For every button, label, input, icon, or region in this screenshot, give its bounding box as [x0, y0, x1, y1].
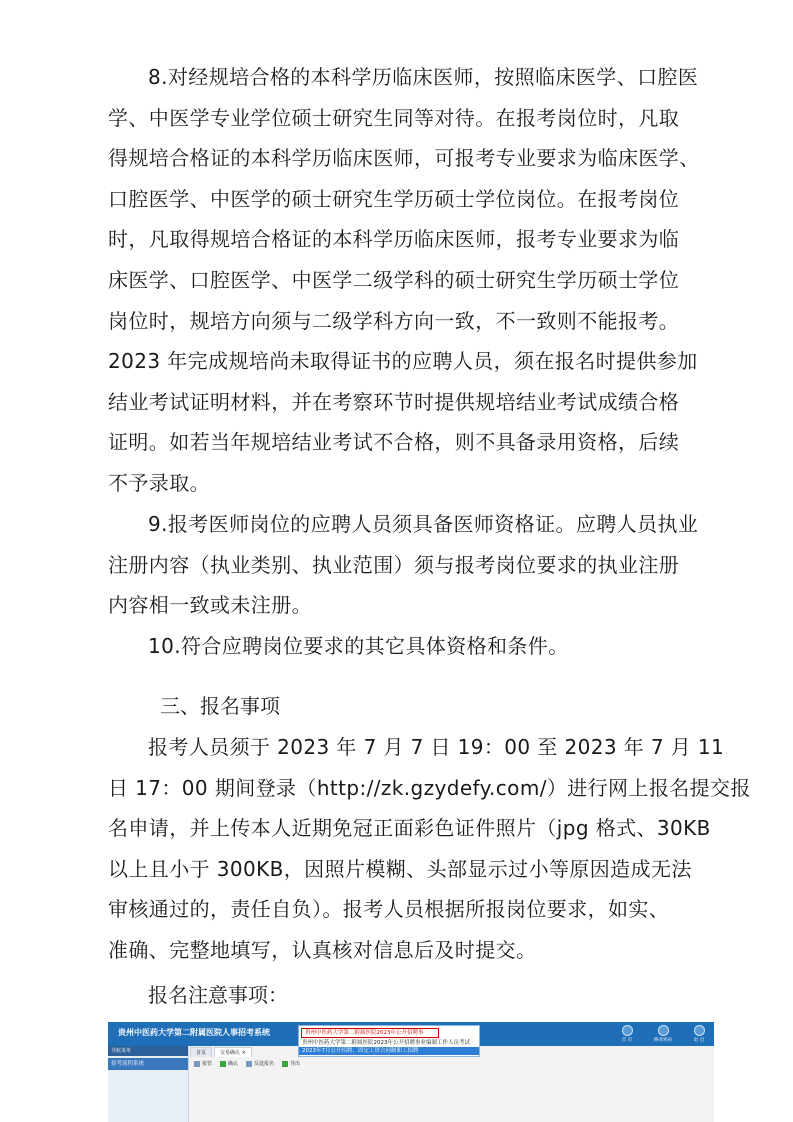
- home-icon[interactable]: 首 页: [618, 1025, 636, 1043]
- heart-icon: [246, 1061, 252, 1067]
- item-9-paragraph: [108, 504, 712, 626]
- tab-bar: [190, 1047, 252, 1057]
- section-3-heading: 三、报名事项: [160, 694, 280, 718]
- sidebar-item-exam-process[interactable]: 招考流程系统: [108, 1058, 188, 1070]
- text-line: 内容相一致或未注册。: [108, 593, 312, 618]
- toolbar: [190, 1058, 300, 1070]
- search-icon: [194, 1061, 200, 1067]
- embedded-system-screenshot: [108, 1022, 714, 1122]
- text-line: 审核通过的，责任自负）。报考人员根据所报岗位要求，如实、: [108, 897, 670, 922]
- text-line: 9.报考医师岗位的应聘人员须具备医师资格证。应聘人员执业: [148, 512, 699, 536]
- text-line: 以上且小于 300KB，因照片模糊、头部显示过小等原因造成无法: [108, 856, 692, 881]
- check-icon: [220, 1061, 226, 1067]
- confirm-button[interactable]: 确认: [220, 1058, 238, 1070]
- tab-confirm[interactable]: 交易确认 ×: [214, 1047, 252, 1057]
- dropdown-option-highlighted[interactable]: 2023年7月公开招聘、固定工资合同制职工招聘: [299, 1047, 479, 1055]
- reverse-select-button[interactable]: 反选报名: [246, 1058, 274, 1070]
- system-title: 贵州中医药大学第二附属医院人事招考系统: [118, 1028, 270, 1037]
- text-line: 时，凡取得规培合格证的本科学历临床医师，报考专业要求为临: [108, 227, 680, 252]
- export-button[interactable]: 导出: [282, 1058, 300, 1070]
- text-line: 床医学、口腔医学、中医学二级学科的硕士研究生学历硕士学位: [108, 267, 680, 292]
- dropdown-selected-value[interactable]: 贵州中医药大学第二附属医院2023年公开招聘事: [301, 1028, 439, 1038]
- text-line: 证明。如若当年规培结业考试不合格，则不具备录用资格，后续: [108, 430, 680, 455]
- sidebar: [108, 1046, 189, 1122]
- sidebar-header: 导航菜单: [108, 1046, 188, 1056]
- manage-button[interactable]: 报管: [194, 1058, 212, 1070]
- item-10-paragraph: [108, 626, 712, 667]
- tab-home[interactable]: 首页: [190, 1047, 212, 1057]
- text-line: 结业考试证明材料，并在考察环节时提供规培结业考试成绩合格: [108, 389, 680, 414]
- registration-notes-title: 报名注意事项：: [148, 983, 288, 1007]
- text-line: 准确、完整地填写，认真核对信息后及时提交。: [108, 937, 537, 962]
- text-line: 岗位时，规培方向须与二级学科方向一致，不一致则不能报考。: [108, 308, 680, 333]
- header-icons: [618, 1025, 708, 1043]
- text-line: 得规培合格证的本科学历临床医师，可报考专业要求为临床医学、: [108, 146, 700, 171]
- dropdown-option[interactable]: 贵州中医药大学第二附属医院2023年公开招聘事业编制工作人员考试: [302, 1040, 470, 1046]
- text-line: 学、中医学专业学位硕士研究生同等对待。在报考岗位时，凡取: [108, 105, 680, 130]
- text-line: 不予录取。: [108, 470, 210, 495]
- export-icon: [282, 1061, 288, 1067]
- exit-icon[interactable]: 退 出: [690, 1025, 708, 1043]
- registration-paragraph: [108, 727, 751, 971]
- text-line: 报考人员须于 2023 年 7 月 7 日 19：00 至 2023 年 7 月 11: [148, 735, 725, 759]
- text-line: 日 17：00 期间登录（http://zk.gzydefy.com/）进行网上报名提交报: [108, 775, 751, 800]
- lock-icon[interactable]: 修改密码: [654, 1025, 672, 1043]
- exam-select-dropdown[interactable]: [298, 1025, 480, 1057]
- text-line: 2023 年完成规培尚未取得证书的应聘人员，须在报名时提供参加: [108, 349, 698, 374]
- item-8-paragraph: [108, 57, 712, 504]
- text-line: 10.符合应聘岗位要求的其它具体资格和条件。: [148, 634, 569, 658]
- text-line: 注册内容（执业类别、执业范围）须与报考岗位要求的执业注册: [108, 552, 680, 577]
- text-line: 8.对经规培合格的本科学历临床医师，按照临床医学、口腔医: [148, 65, 699, 89]
- text-line: 口腔医学、中医学的硕士研究生学历硕士学位岗位。在报考岗位: [108, 186, 680, 211]
- text-line: 名申请，并上传本人近期免冠正面彩色证件照片（jpg 格式、30KB: [108, 816, 711, 841]
